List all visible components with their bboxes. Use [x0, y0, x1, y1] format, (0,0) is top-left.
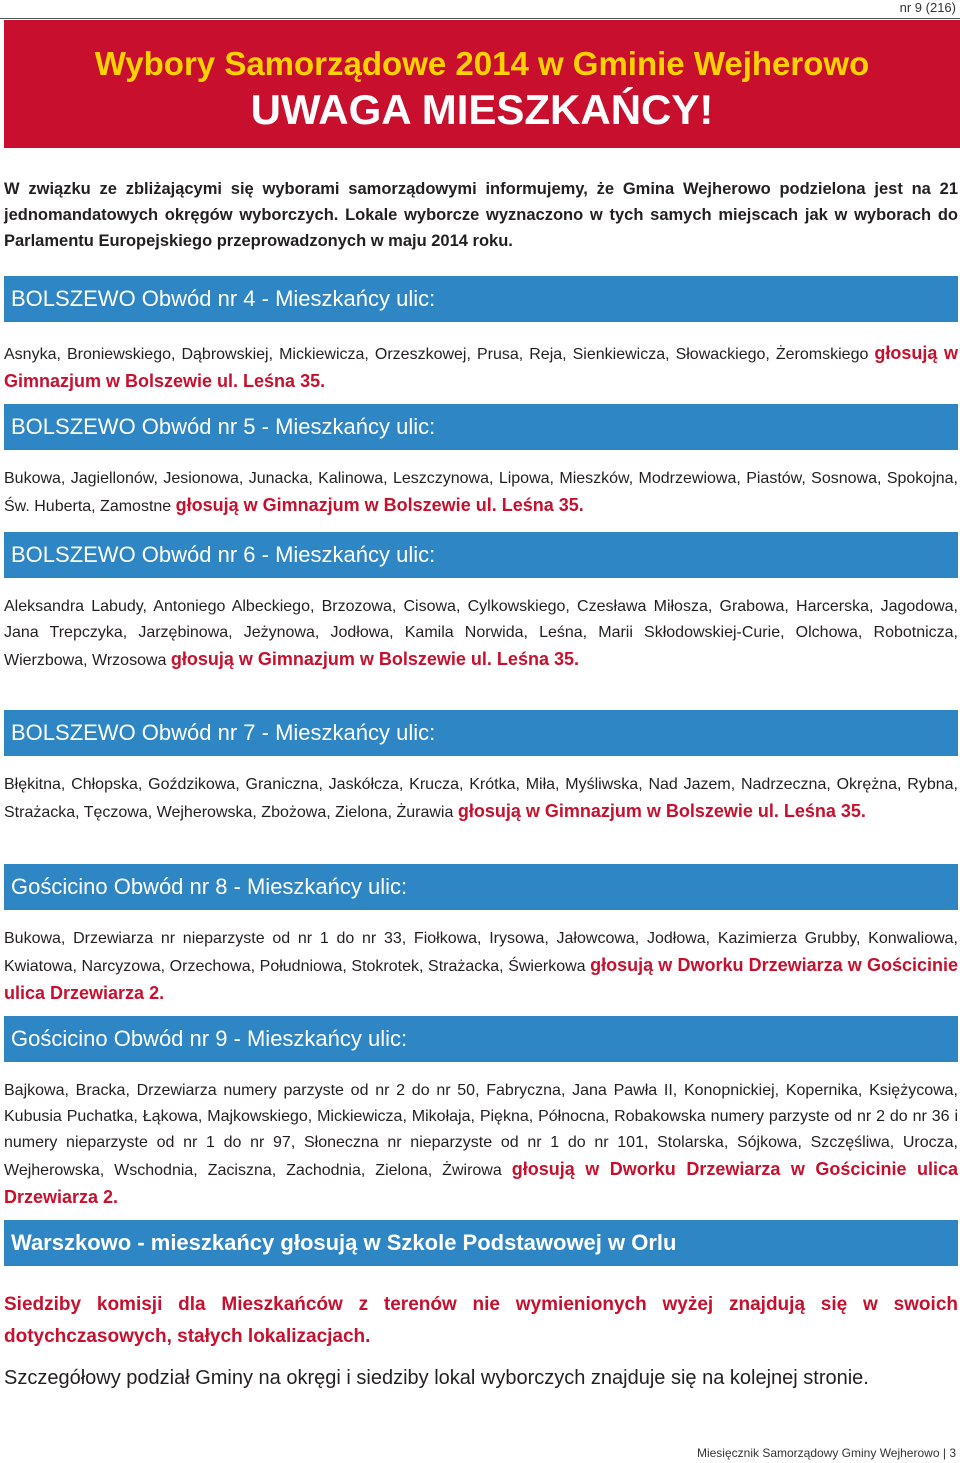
section-body-obwod-6: [4, 594, 958, 674]
section-heading-obwod-7: BOLSZEWO Obwód nr 7 - Mieszkańcy ulic:: [4, 710, 958, 756]
polling-place: głosują w Gimnazjum w Bolszewie ul. Leśna 35.: [4, 343, 959, 391]
banner-title: Wybory Samorządowe 2014 w Gminie Wejherowo: [94, 45, 870, 82]
footer-separator: |: [942, 1446, 946, 1460]
section-body-obwod-7: [4, 772, 958, 826]
banner-headline: UWAGA MIESZKAŃCY!: [250, 86, 714, 133]
page-number: 3: [949, 1446, 956, 1460]
polling-place: głosują w Gimnazjum w Bolszewie ul. Leśna 35.: [170, 649, 579, 669]
section-heading-warszkowo: Warszkowo - mieszkańcy głosują w Szkole Podstawowej w Orlu: [4, 1220, 958, 1266]
polling-place: głosują w Gimnazjum w Bolszewie ul. Leśna 35.: [457, 801, 866, 821]
street-list: Bajkowa, Bracka, Drzewiarza numery parzyste od nr 2 do nr 50, Fabryczna, Jana Pawła II, Konopnickiej, Kopernika, Księżycowa, Kubusia Puchatka, Łąkowa, Majkowskiego, Mickiewicza, Mikołaja, Piękna, Północna, Robakowska numery parzyste od nr 2 do nr 36 i numery nieparzyste od nr 1 do nr 97, Słoneczna nr nieparzyste od nr 1 do nr 101, Stolarska, Sójkowa, Szczęśliwa, Urocza, Wejherowska, Wschodnia, Zaciszna, Zachodnia, Zielona, Żwirowa: [4, 1082, 958, 1179]
section-body-obwod-9: [4, 1078, 958, 1212]
section-heading-obwod-8: Gościcino Obwód nr 8 - Mieszkańcy ulic:: [4, 864, 958, 910]
street-list: Aleksandra Labudy, Antoniego Albeckiego, Brzozowa, Cisowa, Cylkowskiego, Czesława Miłosza, Grabowa, Harcerska, Jagodowa, Jana Trepczyka, Jarzębinowa, Jeżynowa, Jodłowa, Kamila Norwida, Leśna, Marii Skłodowskiej-Curie, Olchowa, Robotnicza, Wierzbowa, Wrzosowa: [4, 598, 958, 669]
section-body-obwod-4: [4, 340, 958, 396]
publication-name: Miesięcznik Samorządowy Gminy Wejherowo: [696, 1446, 940, 1460]
intro-paragraph: W związku ze zbliżającymi się wyborami samorządowymi informujemy, że Gmina Wejherowo podzielona jest na 21 jednomandatowych okręgów wyborczych. Lokale wyborcze wyznaczono w tych samych miejscach jak w wyborach do Parlamentu Europejskiego przeprowadzonych w maju 2014 roku.: [4, 180, 958, 250]
closing-notice: Siedziby komisji dla Mieszkańców z terenów nie wymienionych wyżej znajdują się w swoich dotychczasowych, stałych lokalizacjach.: [4, 1294, 958, 1347]
section-heading-obwod-5: BOLSZEWO Obwód nr 5 - Mieszkańcy ulic:: [4, 404, 958, 450]
title-banner: [4, 20, 960, 148]
street-list: Bukowa, Drzewiarza nr nieparzyste od nr 1 do nr 33, Fiołkowa, Irysowa, Jałowcowa, Jodłowa, Kazimierza Grubby, Konwaliowa, Kwiatowa, Narcyzowa, Orzechowa, Południowa, Stokrotek, Strażacka, Świerkowa: [4, 930, 958, 975]
section-body-obwod-8: [4, 926, 958, 1008]
polling-place: głosują w Dworku Drzewiarza w Gościcinie ulica Drzewiarza 2.: [4, 955, 958, 1003]
street-list: Błękitna, Chłopska, Goździkowa, Graniczna, Jaskółcza, Krucza, Krótka, Miła, Myśliwska, Nad Jazem, Nadrzeczna, Okrężna, Rybna, Strażacka, Tęczowa, Wejherowska, Zbożowa, Zielona, Żurawia: [4, 776, 958, 821]
page-footer: [697, 1446, 956, 1460]
section-heading-obwod-4: BOLSZEWO Obwód nr 4 - Mieszkańcy ulic:: [4, 276, 958, 322]
polling-place: głosują w Dworku Drzewiarza w Gościcinie ulica Drzewiarza 2.: [4, 1159, 959, 1207]
street-list: Asnyka, Broniewskiego, Dąbrowskiej, Mickiewicza, Orzeszkowej, Prusa, Reja, Sienkiewicza, Słowackiego, Żeromskiego: [4, 346, 869, 363]
header-rule: [0, 18, 960, 19]
section-heading-obwod-9: Gościcino Obwód nr 9 - Mieszkańcy ulic:: [4, 1016, 958, 1062]
section-body-obwod-5: [4, 466, 958, 520]
issue-number: nr 9 (216): [899, 0, 956, 15]
street-list: Bukowa, Jagiellonów, Jesionowa, Junacka, Kalinowa, Leszczynowa, Lipowa, Mieszków, Modrzewiowa, Piastów, Sosnowa, Spokojna, Św. Huberta, Zamostne: [4, 470, 958, 515]
closing-note: Szczegółowy podział Gminy na okręgi i siedziby lokal wyborczych znajduje się na kolejnej stronie.: [4, 1367, 869, 1389]
polling-place: głosują w Gimnazjum w Bolszewie ul. Leśna 35.: [175, 495, 584, 515]
section-heading-obwod-6: BOLSZEWO Obwód nr 6 - Mieszkańcy ulic:: [4, 532, 958, 578]
